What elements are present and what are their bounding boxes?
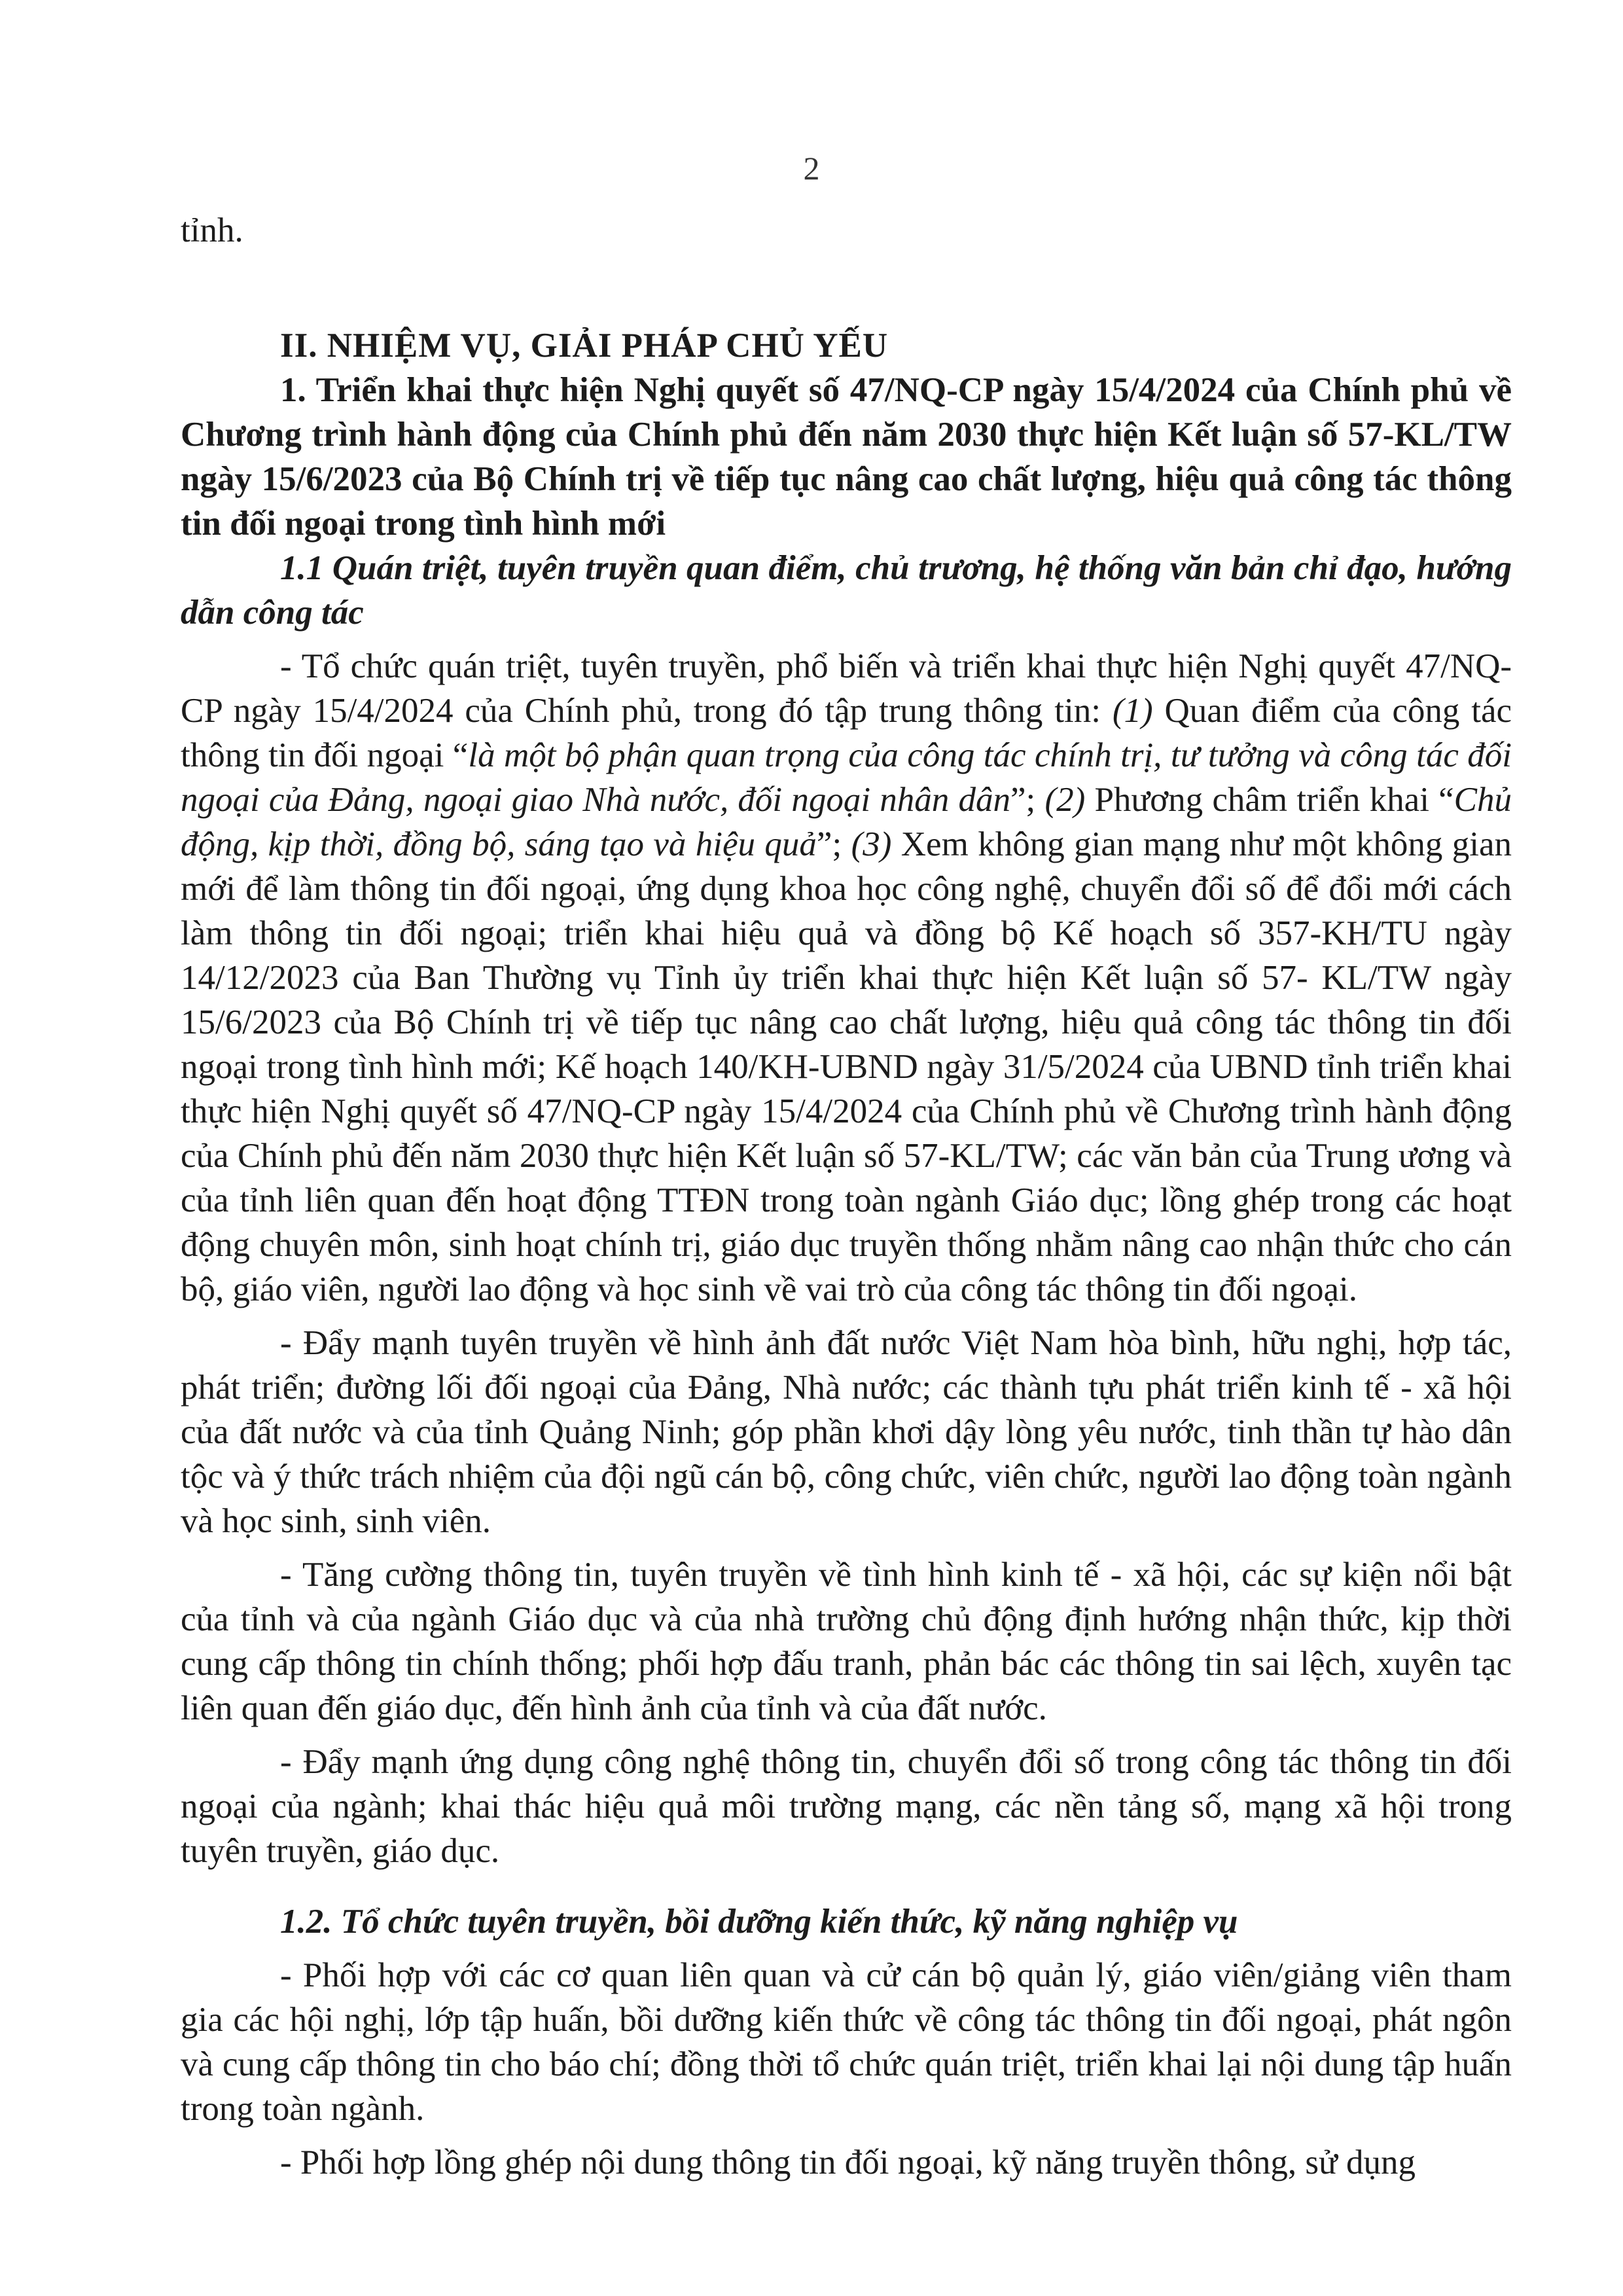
- paragraph-5: - Phối hợp với các cơ quan liên quan và cử cán bộ quản lý, giáo viên/giảng viên tham gia các hội nghị, lớp tập huấn, bồi dưỡng kiến thức về công tác thông tin đối ngoại, phát ngôn và cung cấp thông tin cho báo chí; đồng thời tổ chức quán triệt, triển khai lại nội dung tập huấn trong toàn ngành.: [181, 1956, 1512, 2128]
- paragraph-2: - Đẩy mạnh tuyên truyền về hình ảnh đất nước Việt Nam hòa bình, hữu nghị, hợp tác, phát triển; đường lối đối ngoại của Đảng, Nhà nước; các thành tựu phát triển kinh tế - xã hội của đất nước và của tỉnh Quảng Ninh; góp phần khơi dậy lòng yêu nước, tinh thần tự hào dân tộc và ý thức trách nhiệm của đội ngũ cán bộ, công chức, viên chức, người lao động toàn ngành và học sinh, sinh viên.: [181, 1324, 1512, 1540]
- paragraph-1-text-1: - Tổ chức quán triệt, tuyên truyền, phổ biến và triển khai thực hiện Nghị quyết 47/NQ-CP ngày 15/4/2024 của Chính phủ, trong đó tập trung thông tin:: [181, 647, 1512, 730]
- paragraph-4: - Đẩy mạnh ứng dụng công nghệ thông tin, chuyển đổi số trong công tác thông tin đối ngoại của ngành; khai thác hiệu quả môi trường mạng, các nền tảng số, mạng xã hội trong tuyên truyền, giáo dục.: [181, 1743, 1512, 1870]
- page-number: 2: [803, 150, 820, 187]
- paragraph-1-italic-2: (2): [1044, 781, 1086, 819]
- paragraph-1-text-3: ”;: [1010, 781, 1045, 819]
- paragraph-1-text-6: Xem không gian mạng như một không gian mới để làm thông tin đối ngoại, ứng dụng khoa học công nghệ, chuyển đổi số để đổi mới cách làm thông tin đối ngoại; triển khai hiệu quả và đồng bộ Kế hoạch số 357-KH/TU ngày 14/12/2023 của Ban Thường vụ Tỉnh ủy triển khai thực hiện Kết luận số 57- KL/TW ngày 15/6/2023 của Bộ Chính trị về tiếp tục nâng cao chất lượng, hiệu quả công tác thông tin đối ngoại trong tình hình mới; Kế hoạch 140/KH-UBND ngày 31/5/2024 của UBND tỉnh triển khai thực hiện Nghị quyết số 47/NQ-CP ngày 15/4/2024 của Chính phủ về Chương trình hành động của Chính phủ đến năm 2030 thực hiện Kết luận số 57-KL/TW; các văn bản của Trung ương và của tỉnh liên quan đến hoạt động TTĐN trong toàn ngành Giáo dục; lồng ghép trong các hoạt động chuyên môn, sinh hoạt chính trị, giáo dục truyền thống nhằm nâng cao nhận thức cho cán bộ, giáo viên, người lao động và học sinh về vai trò của công tác thông tin đối ngoại.: [181, 825, 1512, 1308]
- document-body: [181, 208, 1512, 2185]
- paragraph-1-quote-1: là một bộ phận quan trọng của công tác chính trị, tư tưởng và công tác đối ngoại của Đảng, ngoại giao Nhà nước, đối ngoại nhân dân: [181, 736, 1512, 819]
- paragraph-3: - Tăng cường thông tin, tuyên truyền về tình hình kinh tế - xã hội, các sự kiện nổi bật của tỉnh và của ngành Giáo dục và của nhà trường chủ động định hướng nhận thức, kịp thời cung cấp thông tin chính thống; phối hợp đấu tranh, phản bác các thông tin sai lệch, xuyên tạc liên quan đến giáo dục, đến hình ảnh của tỉnh và của đất nước.: [181, 1556, 1512, 1727]
- paragraph-1-text-4: Phương châm triển khai “: [1085, 781, 1454, 819]
- paragraph-1-text-5: ”;: [816, 825, 851, 863]
- lead-fragment: tỉnh.: [181, 211, 243, 249]
- section-heading: II. NHIỆM VỤ, GIẢI PHÁP CHỦ YẾU: [280, 327, 889, 365]
- item-1-heading: 1. Triển khai thực hiện Nghị quyết số 47/NQ-CP ngày 15/4/2024 của Chính phủ về Chương trình hành động của Chính phủ đến năm 2030 thực hiện Kết luận số 57-KL/TW ngày 15/6/2023 của Bộ Chính trị về tiếp tục nâng cao chất lượng, hiệu quả công tác thông tin đối ngoại trong tình hình mới: [181, 371, 1512, 543]
- paragraph-1-quote-2: Chủ động, kịp thời, đồng bộ, sáng tạo và hiệu quả: [181, 781, 1512, 863]
- paragraph-1-italic-1: (1): [1112, 692, 1153, 730]
- paragraph-6: - Phối hợp lồng ghép nội dung thông tin đối ngoại, kỹ năng truyền thông, sử dụng: [280, 2144, 1416, 2181]
- paragraph-1-text-2: Quan điểm của công tác thông tin đối ngoại “: [181, 692, 1512, 774]
- subsection-1-1-heading: 1.1 Quán triệt, tuyên truyền quan điểm, chủ trương, hệ thống văn bản chỉ đạo, hướng dẫn công tác: [181, 549, 1512, 632]
- paragraph-1-italic-3: (3): [851, 825, 892, 863]
- paragraph-1: [181, 644, 1512, 1312]
- subsection-1-2-heading: 1.2. Tổ chức tuyên truyền, bồi dưỡng kiến thức, kỹ năng nghiệp vụ: [280, 1903, 1238, 1941]
